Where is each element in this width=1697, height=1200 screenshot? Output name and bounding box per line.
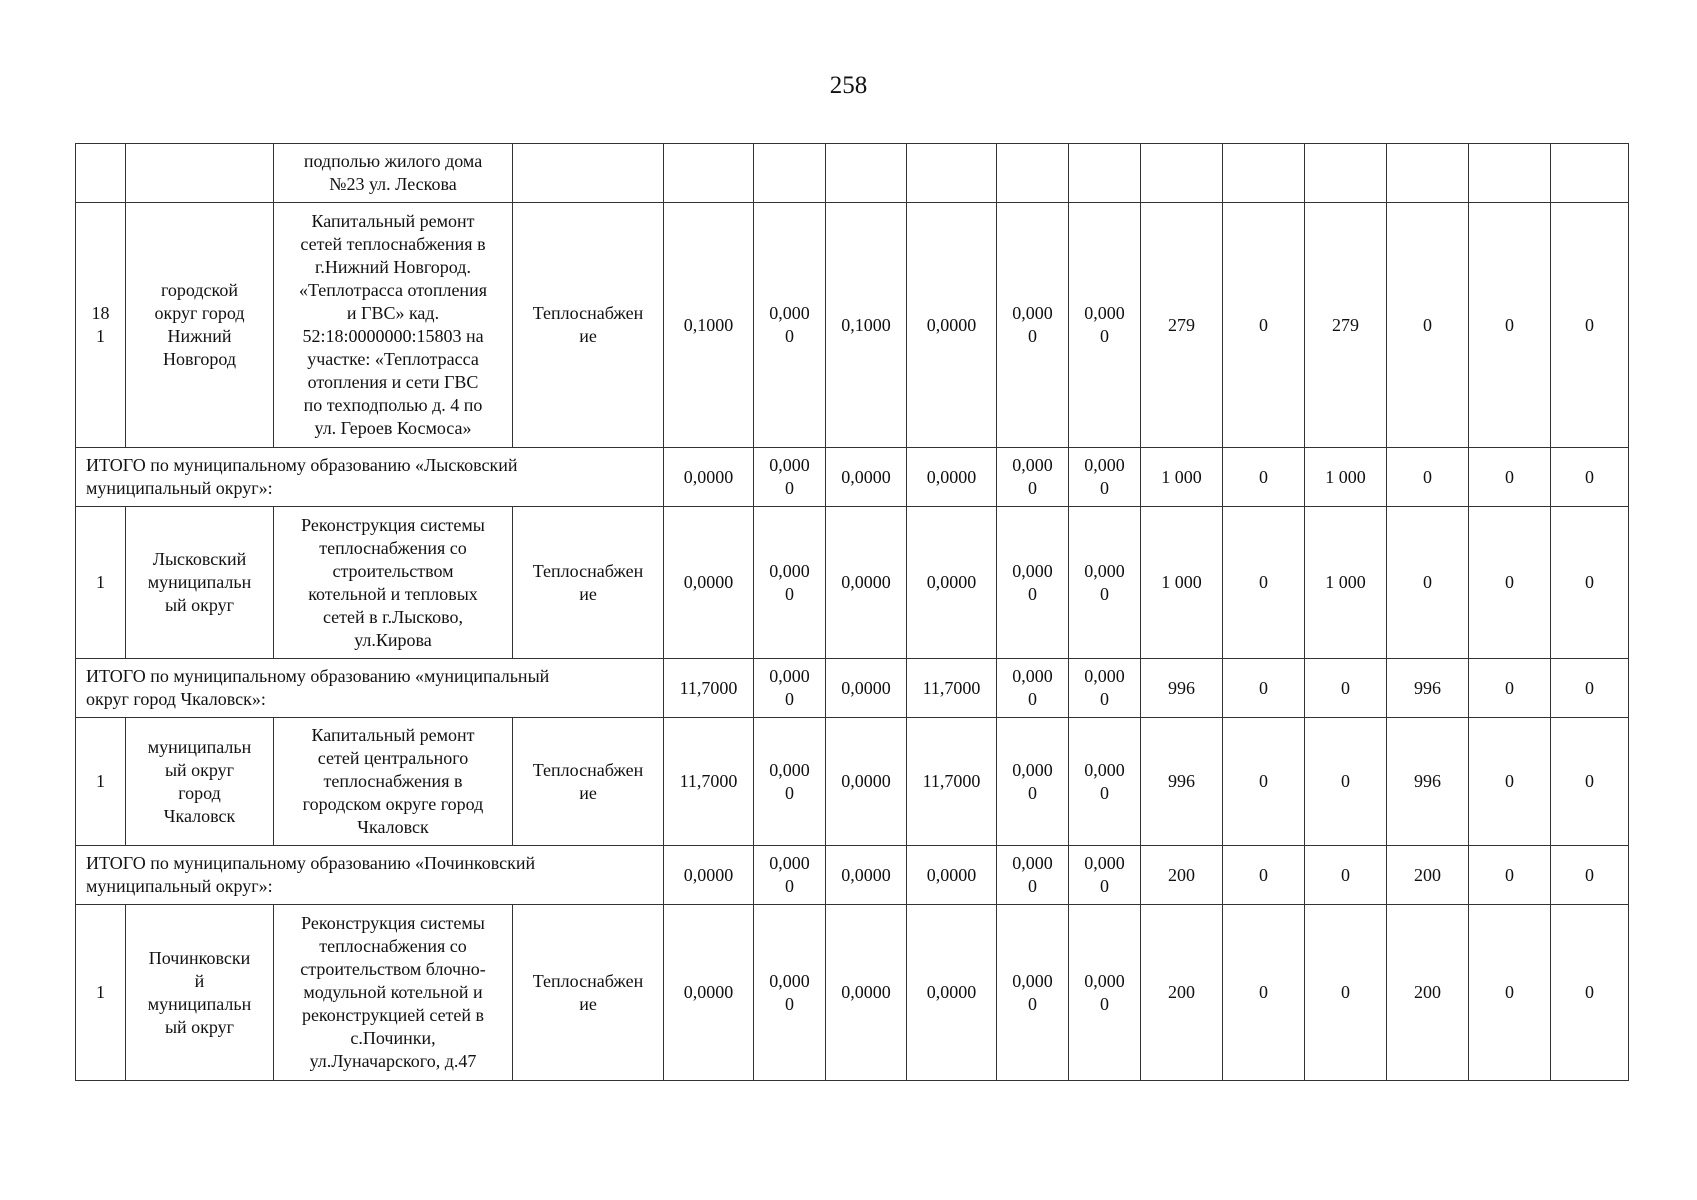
cell-amount-1: 200 xyxy=(1141,846,1223,905)
total-row xyxy=(76,846,1629,905)
total-label: ИТОГО по муниципальному образованию «муниципальный округ город Чкаловск»: xyxy=(76,659,664,718)
cell-value-4: 0,0000 xyxy=(907,846,997,905)
cell-value-4: 0,0000 xyxy=(907,448,997,507)
cell-value-5: 0,000 0 xyxy=(997,203,1069,448)
table-row xyxy=(76,905,1629,1081)
cell-category: Теплоснабжен ие xyxy=(513,203,664,448)
cell-project-name: подполью жилого дома №23 ул. Лескова xyxy=(274,144,513,203)
table-row xyxy=(76,507,1629,659)
cell-value-2: 0,000 0 xyxy=(754,718,826,846)
table-row xyxy=(76,144,1629,203)
cell-value-4: 11,7000 xyxy=(907,718,997,846)
cell-category: Теплоснабжен ие xyxy=(513,507,664,659)
cell-value-5: 0,000 0 xyxy=(997,659,1069,718)
cell-amount-3: 0 xyxy=(1305,659,1387,718)
cell-value-6: 0,000 0 xyxy=(1069,718,1141,846)
cell-amount-3: 279 xyxy=(1305,203,1387,448)
cell-amount-5: 0 xyxy=(1469,203,1551,448)
cell-value-6: 0,000 0 xyxy=(1069,507,1141,659)
cell-value-5 xyxy=(997,144,1069,203)
page-number: 258 xyxy=(829,72,868,99)
cell-value-3: 0,0000 xyxy=(826,718,907,846)
table-row xyxy=(76,718,1629,846)
total-row xyxy=(76,448,1629,507)
cell-amount-4: 0 xyxy=(1387,507,1469,659)
cell-value-3 xyxy=(826,144,907,203)
total-row xyxy=(76,659,1629,718)
cell-value-4: 0,0000 xyxy=(907,203,997,448)
cell-row-number xyxy=(76,144,126,203)
cell-category: Теплоснабжен ие xyxy=(513,718,664,846)
cell-amount-3: 0 xyxy=(1305,846,1387,905)
cell-amount-4: 200 xyxy=(1387,905,1469,1081)
cell-amount-4: 996 xyxy=(1387,659,1469,718)
cell-value-1: 0,0000 xyxy=(664,905,754,1081)
cell-amount-1: 200 xyxy=(1141,905,1223,1081)
cell-value-3: 0,0000 xyxy=(826,507,907,659)
cell-value-1: 0,0000 xyxy=(664,448,754,507)
cell-value-4 xyxy=(907,144,997,203)
cell-value-6: 0,000 0 xyxy=(1069,448,1141,507)
cell-value-2: 0,000 0 xyxy=(754,203,826,448)
cell-amount-3: 1 000 xyxy=(1305,448,1387,507)
cell-amount-5: 0 xyxy=(1469,507,1551,659)
cell-amount-6: 0 xyxy=(1551,203,1629,448)
cell-amount-5: 0 xyxy=(1469,905,1551,1081)
cell-value-5: 0,000 0 xyxy=(997,448,1069,507)
cell-amount-2: 0 xyxy=(1223,203,1305,448)
cell-amount-6: 0 xyxy=(1551,905,1629,1081)
cell-amount-2: 0 xyxy=(1223,659,1305,718)
cell-amount-1: 996 xyxy=(1141,718,1223,846)
cell-municipality: муниципальн ый округ город Чкаловск xyxy=(126,718,274,846)
cell-value-2: 0,000 0 xyxy=(754,905,826,1081)
cell-amount-4 xyxy=(1387,144,1469,203)
cell-amount-5: 0 xyxy=(1469,659,1551,718)
data-table xyxy=(75,143,1629,1081)
cell-value-1: 11,7000 xyxy=(664,718,754,846)
cell-value-4: 11,7000 xyxy=(907,659,997,718)
cell-category xyxy=(513,144,664,203)
cell-amount-1: 279 xyxy=(1141,203,1223,448)
cell-value-3: 0,0000 xyxy=(826,905,907,1081)
table-row xyxy=(76,203,1629,448)
cell-municipality: городской округ город Нижний Новгород xyxy=(126,203,274,448)
cell-value-6: 0,000 0 xyxy=(1069,846,1141,905)
cell-amount-6: 0 xyxy=(1551,659,1629,718)
cell-value-1: 0,1000 xyxy=(664,203,754,448)
cell-amount-4: 0 xyxy=(1387,448,1469,507)
cell-amount-2: 0 xyxy=(1223,846,1305,905)
cell-amount-2: 0 xyxy=(1223,905,1305,1081)
cell-amount-4: 200 xyxy=(1387,846,1469,905)
cell-amount-6: 0 xyxy=(1551,507,1629,659)
cell-amount-3 xyxy=(1305,144,1387,203)
cell-amount-1: 996 xyxy=(1141,659,1223,718)
cell-value-2: 0,000 0 xyxy=(754,507,826,659)
cell-amount-2: 0 xyxy=(1223,448,1305,507)
cell-value-1: 0,0000 xyxy=(664,507,754,659)
cell-value-5: 0,000 0 xyxy=(997,718,1069,846)
cell-amount-6: 0 xyxy=(1551,846,1629,905)
cell-value-2: 0,000 0 xyxy=(754,448,826,507)
cell-value-6: 0,000 0 xyxy=(1069,203,1141,448)
cell-row-number: 1 xyxy=(76,507,126,659)
cell-value-1: 0,0000 xyxy=(664,846,754,905)
cell-value-6: 0,000 0 xyxy=(1069,659,1141,718)
cell-project-name: Капитальный ремонт сетей центрального теплоснабжения в городском округе город Чкаловск xyxy=(274,718,513,846)
cell-category: Теплоснабжен ие xyxy=(513,905,664,1081)
cell-value-3: 0,0000 xyxy=(826,448,907,507)
cell-municipality: Лысковский муниципальн ый округ xyxy=(126,507,274,659)
cell-amount-3: 1 000 xyxy=(1305,507,1387,659)
cell-amount-5: 0 xyxy=(1469,718,1551,846)
table-body xyxy=(76,144,1629,1081)
cell-value-1 xyxy=(664,144,754,203)
cell-value-3: 0,1000 xyxy=(826,203,907,448)
cell-value-2: 0,000 0 xyxy=(754,659,826,718)
cell-value-6 xyxy=(1069,144,1141,203)
cell-amount-5: 0 xyxy=(1469,846,1551,905)
cell-row-number: 18 1 xyxy=(76,203,126,448)
cell-amount-3: 0 xyxy=(1305,718,1387,846)
cell-amount-4: 0 xyxy=(1387,203,1469,448)
cell-value-6: 0,000 0 xyxy=(1069,905,1141,1081)
cell-value-1: 11,7000 xyxy=(664,659,754,718)
total-label: ИТОГО по муниципальному образованию «Лысковский муниципальный округ»: xyxy=(76,448,664,507)
cell-amount-6 xyxy=(1551,144,1629,203)
cell-municipality xyxy=(126,144,274,203)
cell-amount-6: 0 xyxy=(1551,448,1629,507)
cell-project-name: Реконструкция системы теплоснабжения со строительством котельной и тепловых сетей в г.Лысково, ул.Кирова xyxy=(274,507,513,659)
cell-value-4: 0,0000 xyxy=(907,507,997,659)
cell-project-name: Реконструкция системы теплоснабжения со строительством блочно- модульной котельной и реконструкцией сетей в с.Починки, ул.Луначарского, д.47 xyxy=(274,905,513,1081)
cell-municipality: Починковски й муниципальн ый округ xyxy=(126,905,274,1081)
cell-amount-2: 0 xyxy=(1223,507,1305,659)
cell-amount-5: 0 xyxy=(1469,448,1551,507)
cell-amount-2: 0 xyxy=(1223,718,1305,846)
cell-amount-1: 1 000 xyxy=(1141,448,1223,507)
cell-value-3: 0,0000 xyxy=(826,659,907,718)
cell-value-5: 0,000 0 xyxy=(997,905,1069,1081)
cell-amount-5 xyxy=(1469,144,1551,203)
cell-amount-4: 996 xyxy=(1387,718,1469,846)
cell-value-5: 0,000 0 xyxy=(997,846,1069,905)
cell-value-3: 0,0000 xyxy=(826,846,907,905)
cell-amount-3: 0 xyxy=(1305,905,1387,1081)
cell-amount-2 xyxy=(1223,144,1305,203)
cell-value-2: 0,000 0 xyxy=(754,846,826,905)
cell-amount-1 xyxy=(1141,144,1223,203)
total-label: ИТОГО по муниципальному образованию «Починковский муниципальный округ»: xyxy=(76,846,664,905)
cell-amount-1: 1 000 xyxy=(1141,507,1223,659)
cell-project-name: Капитальный ремонт сетей теплоснабжения в г.Нижний Новгород. «Теплотрасса отопления и ГВС» кад. 52:18:0000000:15803 на участке: «Теплотрасса отопления и сети ГВС по техподполью д. 4 по ул. Героев Космоса» xyxy=(274,203,513,448)
cell-value-4: 0,0000 xyxy=(907,905,997,1081)
cell-row-number: 1 xyxy=(76,905,126,1081)
cell-amount-6: 0 xyxy=(1551,718,1629,846)
cell-value-2 xyxy=(754,144,826,203)
cell-row-number: 1 xyxy=(76,718,126,846)
cell-value-5: 0,000 0 xyxy=(997,507,1069,659)
